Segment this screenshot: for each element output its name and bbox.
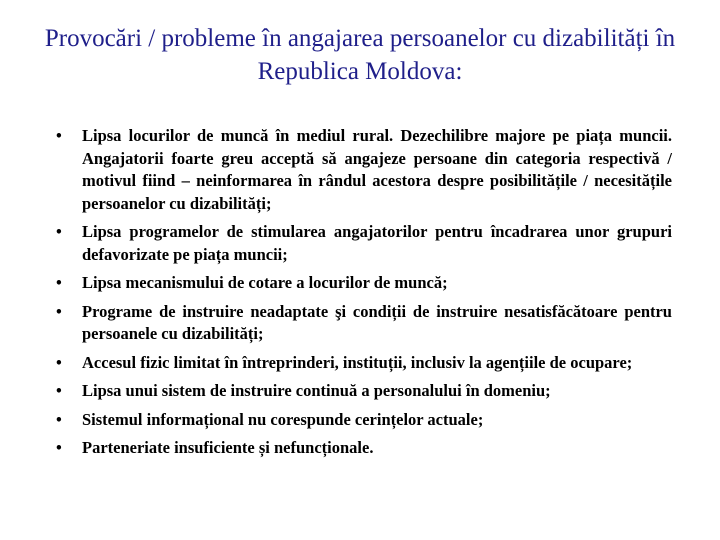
list-item <box>48 221 672 266</box>
bullet-icon: • <box>56 381 62 400</box>
bullet-icon: • <box>56 301 62 321</box>
list-item-text: Lipsa locurilor de muncă în mediul rural. Dezechilibre majore pe piața muncii. Angajatorii foarte greu acceptă să angajeze persoane din categoria respectivă / motivul fiind – neinformarea în rândul acestora despre posibilitățile / necesitățile persoanelor cu dizabilități; <box>82 126 672 213</box>
list-item-text: Lipsa unui sistem de instruire continuă a personalului în domeniu; <box>82 381 551 400</box>
bullet-icon: • <box>56 222 62 241</box>
bullet-icon: • <box>56 438 62 457</box>
list-item-text: Programe de instruire neadaptate şi condiții de instruire nesatisfăcătoare pentru persoanele cu dizabilități; <box>82 301 672 343</box>
bullet-list <box>48 125 672 466</box>
list-item-text: Parteneriate insuficiente și nefuncționale. <box>82 438 374 457</box>
list-item <box>48 352 672 375</box>
bullet-icon: • <box>56 352 62 372</box>
bullet-icon: • <box>56 273 62 292</box>
list-item <box>48 380 672 403</box>
list-item <box>48 437 672 460</box>
list-item-text: Sistemul informațional nu corespunde cerințelor actuale; <box>82 409 484 429</box>
list-item <box>48 272 672 295</box>
bullet-icon: • <box>56 126 62 145</box>
bullet-icon: • <box>56 409 62 429</box>
list-item-text: Accesul fizic limitat în întreprinderi, instituții, inclusiv la agențiile de ocupare; <box>82 352 633 372</box>
list-item <box>48 301 672 346</box>
list-item <box>48 409 672 432</box>
list-item-text: Lipsa mecanismului de cotare a locurilor de muncă; <box>82 273 448 292</box>
list-item <box>48 125 672 215</box>
list-item-text: Lipsa programelor de stimularea angajatorilor pentru încadrarea unor grupuri defavorizate pe piața muncii; <box>82 222 672 264</box>
slide-title: Provocări / probleme în angajarea persoanelor cu dizabilități în Republica Moldova: <box>44 25 676 85</box>
